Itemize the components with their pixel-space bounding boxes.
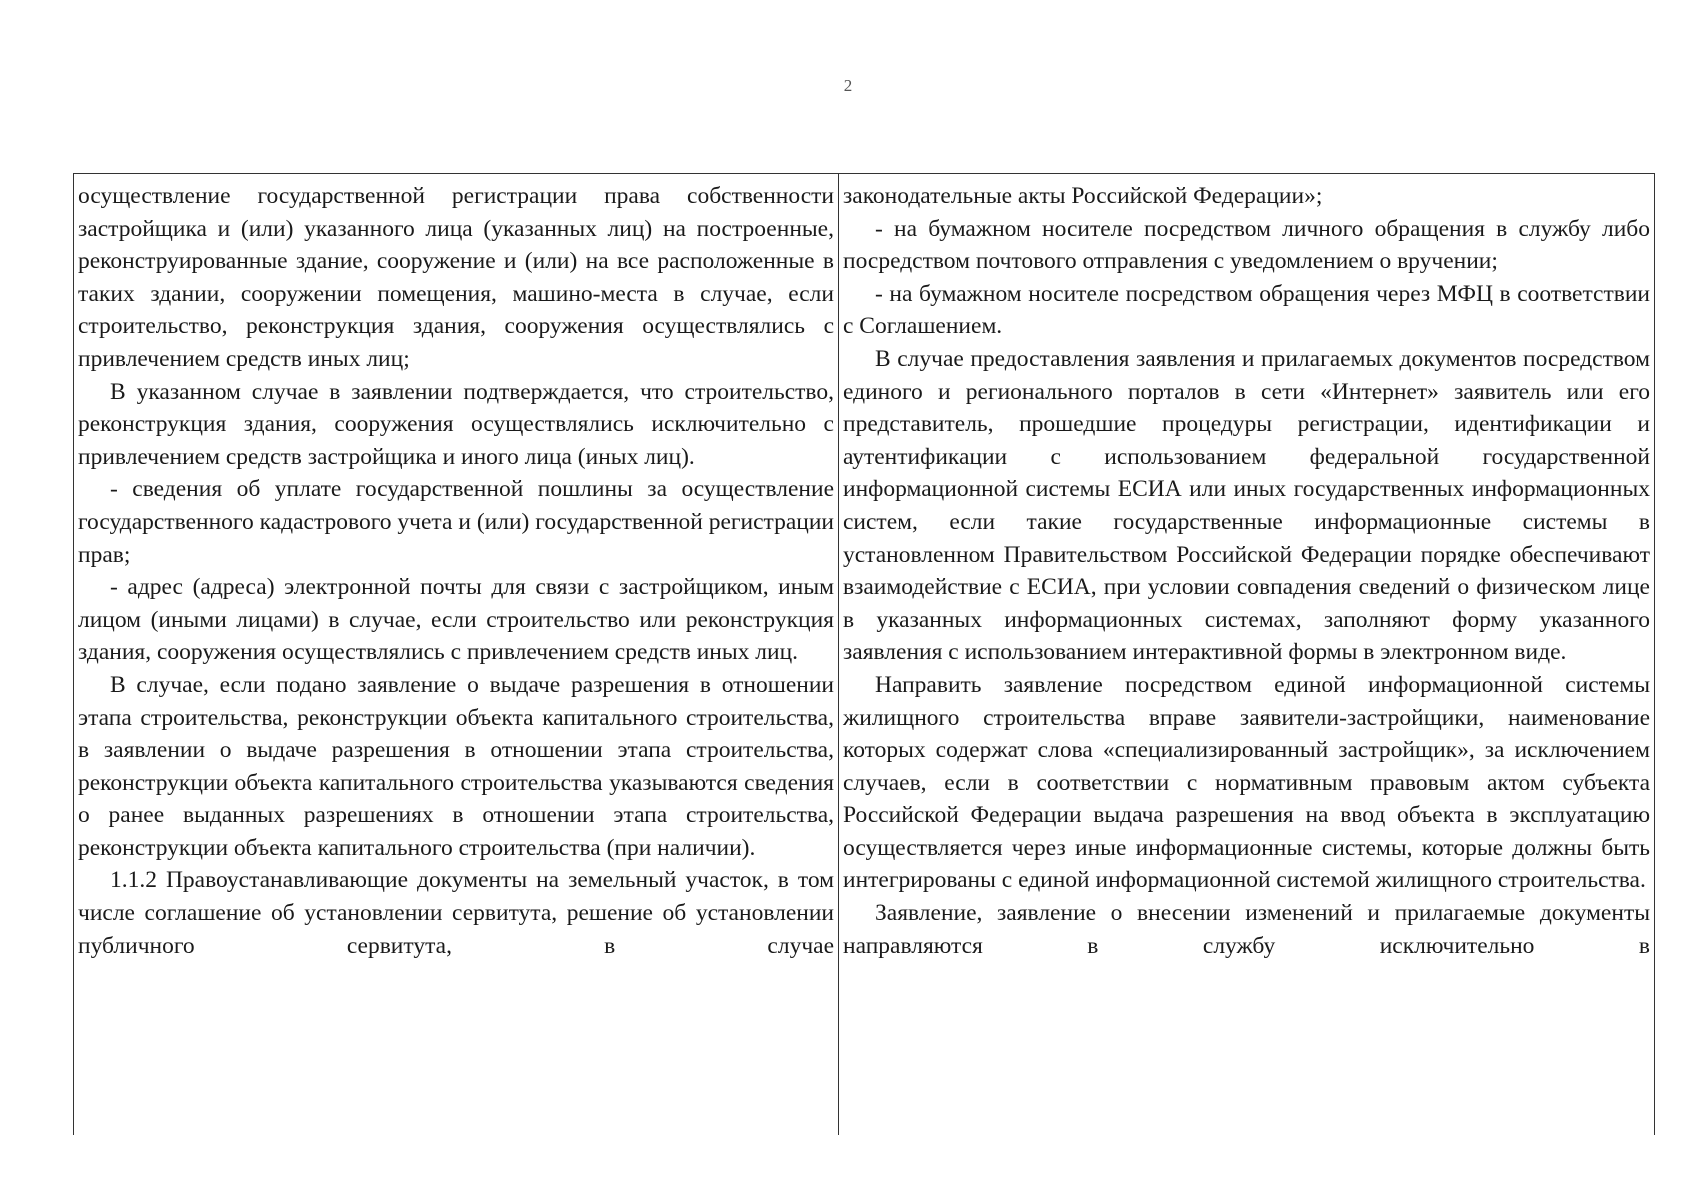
left-paragraph-6: 1.1.2 Правоустанавливающие документы на земельный участок, в том числе соглашение об установлении сервитута, решение об установлении публичного сервитута, в случае <box>78 867 834 959</box>
right-paragraph-2: - на бумажном носителе посредством личного обращения в службу либо посредством почтового отправления с уведомлением о вручении; <box>843 215 1650 275</box>
right-paragraph-3: - на бумажном носителе посредством обращения через МФЦ в соответствии с Соглашением. <box>843 280 1650 340</box>
right-column <box>839 174 1654 1135</box>
left-column <box>74 174 839 1135</box>
right-paragraph-1: законодательные акты Российской Федерации»; <box>843 183 1323 209</box>
document-table <box>73 173 1655 1135</box>
right-paragraph-6: Заявление, заявление о внесении изменений и прилагаемые документы направляются в службу исключительно в <box>843 900 1650 959</box>
left-paragraph-4: - адрес (адреса) электронной почты для связи с застройщиком, иным лицом (иными лицами) в случае, если строительство или реконструкция здания, сооружения осуществлялись с привлечением средств иных лиц. <box>78 574 834 666</box>
right-paragraph-4: В случае предоставления заявления и прилагаемых документов посредством единого и регионального порталов в сети «Интернет» заявитель или его представитель, прошедшие процедуры регистрации, идентификации и аутентификации с использованием федеральной государственной информационной системы ЕСИА или иных государственных информационных систем, если такие государственные информационные системы в установленном Правительством Российской Федерации порядке обеспечивают взаимодействие с ЕСИА, при условии совпадения сведений о физическом лице в указанных информационных системах, заполняют форму указанного заявления с использованием интерактивной формы в электронном виде. <box>843 345 1650 666</box>
right-paragraph-5: Направить заявление посредством единой информационной системы жилищного строительства вправе заявители-застройщики, наименование которых содержат слова «специализированный застройщик», за исключением случаев, если в соответствии с нормативным правовым актом субъекта Российской Федерации выдача разрешения на ввод объекта в эксплуатацию осуществляется через иные информационные системы, которые должны быть интегрированы с единой информационной системой жилищного строительства. <box>843 671 1650 894</box>
left-paragraph-5: В случае, если подано заявление о выдаче разрешения в отношении этапа строительства, реконструкции объекта капитального строительства, в заявлении о выдаче разрешения в отношении этапа строительства, реконструкции объекта капитального строительства указываются сведения о ранее выданных разрешениях в отношении этапа строительства, реконструкции объекта капитального строительства (при наличии). <box>78 671 834 861</box>
left-paragraph-1: осуществление государственной регистрации права собственности застройщика и (или) указанного лица (указанных лиц) на построенные, реконструированные здание, сооружение и (или) на все расположенные в таких здании, сооружении помещения, машино-места в случае, если строительство, реконструкция здания, сооружения осуществлялись с привлечением средств иных лиц; <box>78 183 834 372</box>
left-paragraph-2: В указанном случае в заявлении подтверждается, что строительство, реконструкция здания, сооружения осуществлялись исключительно с привлечением средств застройщика и иного лица (иных лиц). <box>78 378 834 470</box>
left-paragraph-3: - сведения об уплате государственной пошлины за осуществление государственного кадастрового учета и (или) государственной регистрации прав; <box>78 476 834 568</box>
page-number: 2 <box>843 76 853 95</box>
